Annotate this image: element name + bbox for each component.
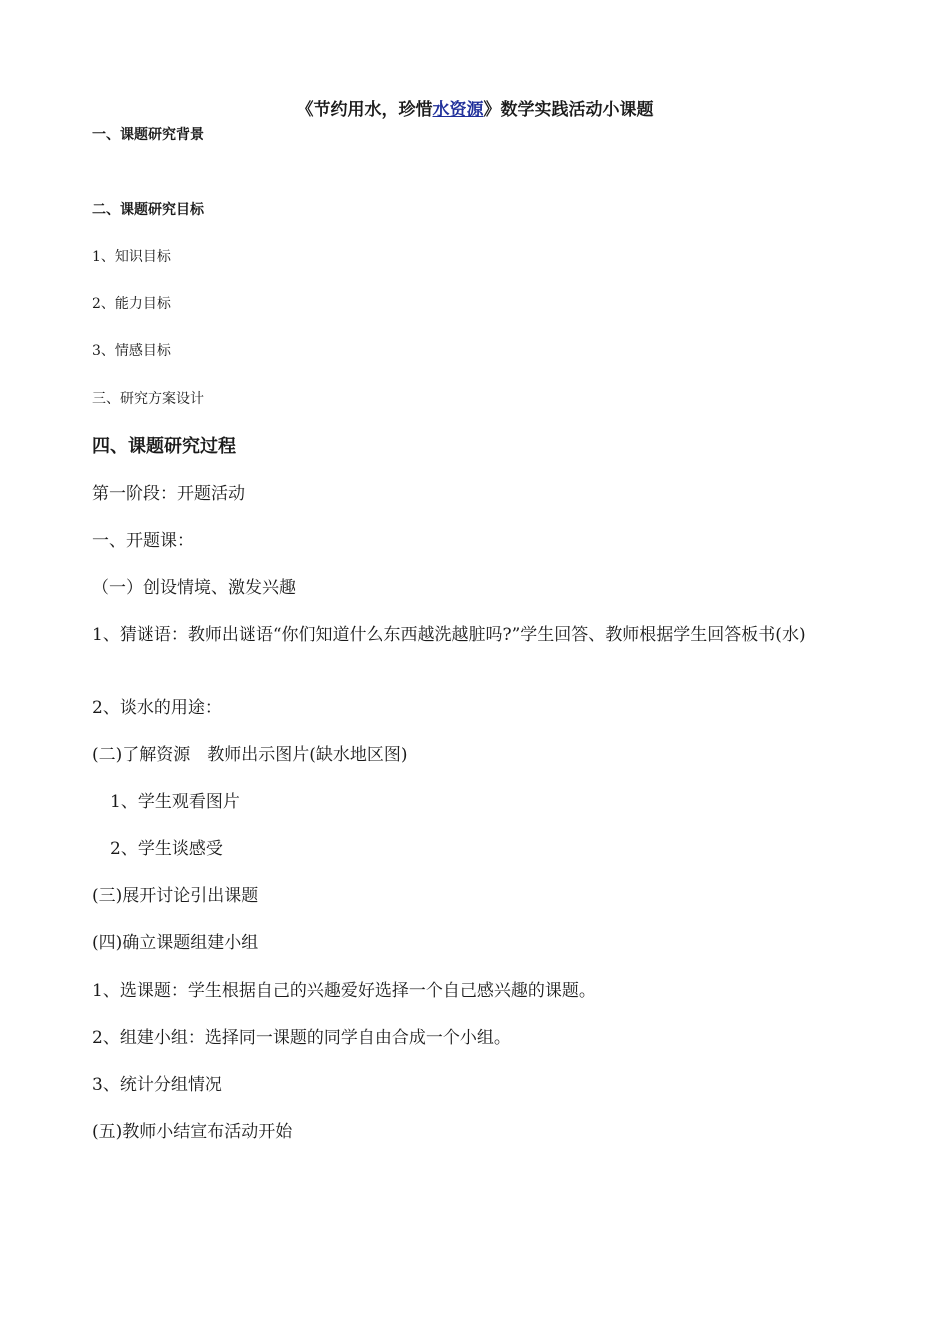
part-five-heading: (五)教师小结宣布活动开始 bbox=[92, 1122, 293, 1142]
stage-one-heading: 第一阶段：开题活动 bbox=[92, 484, 245, 504]
part-four-item-choose-topic: 1、选课题：学生根据自己的兴趣爱好选择一个自己感兴趣的课题。 bbox=[92, 981, 596, 1001]
goal-item-knowledge: 1、知识目标 bbox=[92, 249, 171, 265]
goal-item-ability: 2、能力目标 bbox=[92, 296, 171, 312]
title-suffix: 》数学实践活动小课题 bbox=[483, 100, 654, 120]
riddle-paragraph: 1、猜谜语：教师出谜语“你们知道什么东西越洗越脏吗?”学生回答、教师根据学生回答板书(水) bbox=[92, 625, 806, 645]
opening-class-heading: 一、开题课： bbox=[92, 531, 194, 551]
section-heading-goals: 二、课题研究目标 bbox=[92, 202, 204, 218]
document-title bbox=[0, 98, 950, 122]
water-uses-item: 2、谈水的用途： bbox=[92, 698, 222, 718]
part-four-item-form-groups: 2、组建小组：选择同一课题的同学自由合成一个小组。 bbox=[92, 1028, 511, 1048]
part-two-item-view-pictures: 1、学生观看图片 bbox=[110, 792, 240, 812]
part-two-item-share-feelings: 2、学生谈感受 bbox=[110, 839, 223, 859]
section-heading-plan: 三、研究方案设计 bbox=[92, 391, 204, 407]
part-two-heading: (二)了解资源 教师出示图片(缺水地区图) bbox=[92, 745, 408, 765]
part-four-heading: (四)确立课题组建小组 bbox=[92, 933, 259, 953]
title-prefix: 《节约用水，珍惜 bbox=[296, 100, 433, 120]
goal-item-emotion: 3、情感目标 bbox=[92, 343, 171, 359]
section-heading-process: 四、课题研究过程 bbox=[92, 436, 236, 457]
water-resources-link[interactable]: 水资源 bbox=[432, 100, 484, 120]
part-three-heading: (三)展开讨论引出课题 bbox=[92, 886, 259, 906]
part-four-item-count-groups: 3、统计分组情况 bbox=[92, 1075, 222, 1095]
part-one-heading: （一）创设情境、激发兴趣 bbox=[92, 578, 296, 598]
section-heading-background: 一、课题研究背景 bbox=[92, 127, 204, 143]
